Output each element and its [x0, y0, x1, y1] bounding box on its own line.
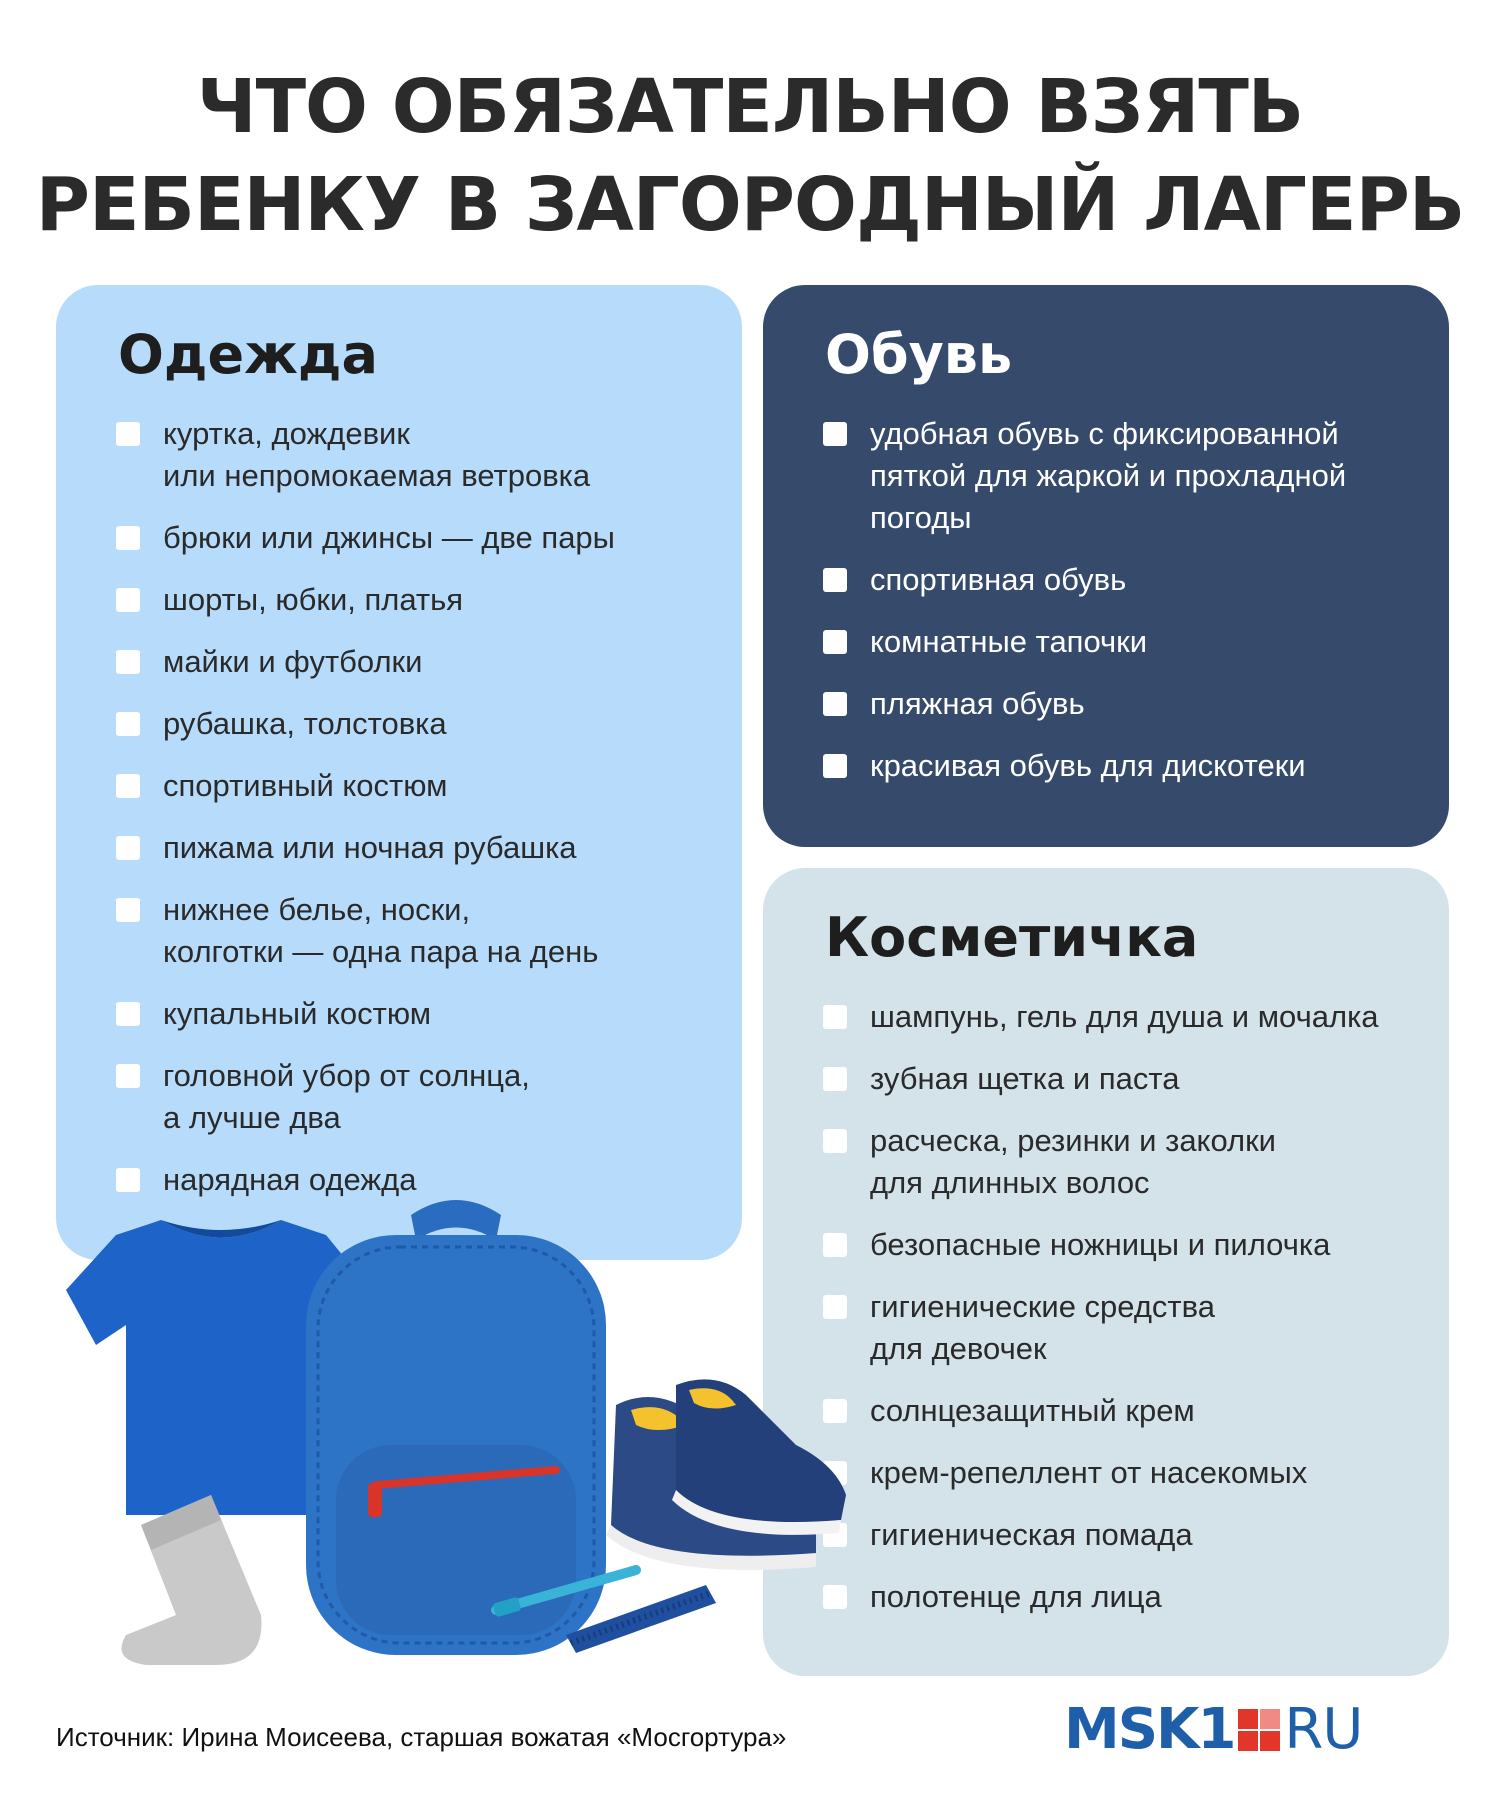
- checkbox-icon[interactable]: [823, 1067, 847, 1091]
- checklist-item: [823, 1120, 1419, 1204]
- source-note: Источник: Ирина Моисеева, старшая вожатая «Мосгортура»: [56, 1722, 787, 1752]
- checklist-item: [116, 703, 712, 745]
- checklist-item: [116, 517, 712, 559]
- checklist-item: [823, 413, 1419, 539]
- checklist-item: [823, 1452, 1419, 1494]
- checkbox-icon[interactable]: [116, 898, 140, 922]
- checklist-item: [116, 641, 712, 683]
- checklist-item-label: майки и футболки: [163, 644, 423, 679]
- checklist-item: [823, 1286, 1419, 1370]
- clothes-card: [56, 285, 742, 1260]
- shoes-card: [763, 285, 1449, 847]
- checklist-item: [116, 579, 712, 621]
- checklist-item: [116, 827, 712, 869]
- checklist-item-label: гигиенические средства для девочек: [870, 1289, 1215, 1366]
- brand-logo-left: MSK1: [1064, 1697, 1235, 1762]
- checkbox-icon[interactable]: [116, 1168, 140, 1192]
- checklist-item: [116, 1055, 712, 1139]
- checkbox-icon[interactable]: [116, 588, 140, 612]
- checklist-item: [823, 996, 1419, 1038]
- sock-icon: [122, 1495, 262, 1665]
- checklist-item: [823, 1224, 1419, 1266]
- checkbox-icon[interactable]: [116, 712, 140, 736]
- checklist-item: [823, 1058, 1419, 1100]
- checklist-item-label: солнцезащитный крем: [870, 1393, 1195, 1428]
- checklist-item-label: крем-репеллент от насекомых: [870, 1455, 1308, 1490]
- cosmetics-heading: Косметичка: [825, 906, 1199, 969]
- checklist-item-label: пижама или ночная рубашка: [163, 830, 577, 865]
- checkbox-icon[interactable]: [116, 1064, 140, 1088]
- cosmetics-card: [763, 868, 1449, 1676]
- checkbox-icon[interactable]: [823, 568, 847, 592]
- checklist-item-label: нижнее белье, носки, колготки — одна пара на день: [163, 892, 599, 969]
- checklist-item: [823, 745, 1419, 787]
- checklist-item-label: удобная обувь с фиксированной пяткой для жаркой и прохладной погоды: [870, 416, 1347, 535]
- checklist-item-label: пляжная обувь: [870, 686, 1085, 721]
- cosmetics-checklist: [823, 996, 1419, 1638]
- brand-logo-right: RU: [1284, 1697, 1363, 1762]
- checkbox-icon[interactable]: [116, 1002, 140, 1026]
- checkbox-icon[interactable]: [823, 630, 847, 654]
- checkbox-icon[interactable]: [116, 650, 140, 674]
- brand-square-icon: [1238, 1709, 1280, 1751]
- brand-logo[interactable]: [1064, 1697, 1363, 1762]
- checkbox-icon[interactable]: [116, 836, 140, 860]
- checklist-item-label: безопасные ножницы и пилочка: [870, 1227, 1331, 1262]
- checklist-item: [823, 1390, 1419, 1432]
- sneakers-icon: [606, 1379, 846, 1570]
- camp-items-illustration: [56, 1195, 856, 1675]
- checklist-item: [823, 621, 1419, 663]
- shoes-checklist: [823, 413, 1419, 807]
- checklist-item: [116, 765, 712, 807]
- checklist-item-label: головной убор от солнца, а лучше два: [163, 1058, 530, 1135]
- checklist-item-label: зубная щетка и паста: [870, 1061, 1180, 1096]
- checklist-item-label: полотенце для лица: [870, 1579, 1162, 1614]
- checklist-item-label: шорты, юбки, платья: [163, 582, 464, 617]
- clothes-checklist: [116, 413, 712, 1221]
- checklist-item-label: купальный костюм: [163, 996, 432, 1031]
- checklist-item-label: спортивная обувь: [870, 562, 1127, 597]
- checkbox-icon[interactable]: [823, 692, 847, 716]
- checklist-item-label: куртка, дождевик или непромокаемая ветровка: [163, 416, 591, 493]
- checkbox-icon[interactable]: [116, 422, 140, 446]
- title-line-1: ЧТО ОБЯЗАТЕЛЬНО ВЗЯТЬ: [196, 64, 1304, 150]
- checklist-item: [823, 559, 1419, 601]
- checklist-item-label: нарядная одежда: [163, 1162, 417, 1197]
- shoes-heading: Обувь: [825, 323, 1013, 386]
- checklist-item-label: гигиеническая помада: [870, 1517, 1193, 1552]
- checklist-item: [823, 1514, 1419, 1556]
- page-title: [0, 58, 1500, 254]
- checklist-item-label: красивая обувь для дискотеки: [870, 748, 1306, 783]
- checkbox-icon[interactable]: [823, 754, 847, 778]
- checklist-item: [116, 889, 712, 973]
- checklist-item: [116, 993, 712, 1035]
- checklist-item-label: рубашка, толстовка: [163, 706, 447, 741]
- checkbox-icon[interactable]: [823, 1005, 847, 1029]
- checkbox-icon[interactable]: [823, 422, 847, 446]
- checklist-item-label: расческа, резинки и заколки для длинных волос: [870, 1123, 1276, 1200]
- checkbox-icon[interactable]: [116, 774, 140, 798]
- checklist-item: [823, 683, 1419, 725]
- clothes-heading: Одежда: [118, 323, 378, 386]
- checklist-item: [116, 413, 712, 497]
- checkbox-icon[interactable]: [823, 1129, 847, 1153]
- checkbox-icon[interactable]: [116, 526, 140, 550]
- checklist-item-label: комнатные тапочки: [870, 624, 1148, 659]
- checklist-item-label: спортивный костюм: [163, 768, 448, 803]
- checklist-item: [823, 1576, 1419, 1618]
- checklist-item-label: шампунь, гель для душа и мочалка: [870, 999, 1379, 1034]
- checklist-item-label: брюки или джинсы — две пары: [163, 520, 615, 555]
- title-line-2: РЕБЕНКУ В ЗАГОРОДНЫЙ ЛАГЕРЬ: [35, 162, 1465, 248]
